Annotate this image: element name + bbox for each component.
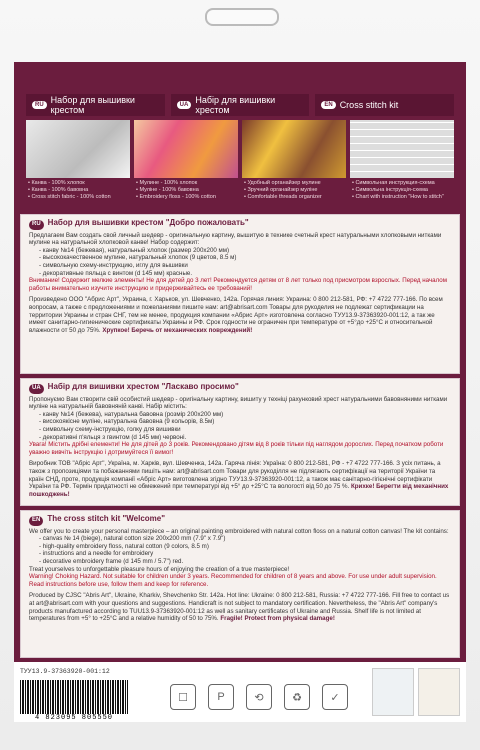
intro-text: We offer you to create your personal masterpiece – an original painting embroidered with natural cotton floss on a natural cotton canvas! The kit contains:	[29, 527, 449, 535]
list-item: - instructions and a needle for embroidery	[39, 550, 154, 558]
spec-code: ТУУ13.9-37363920-001:12	[20, 668, 110, 675]
feature-chart	[350, 180, 454, 210]
section-title: Набор для вышивки крестом "Добро пожаловать"	[47, 218, 249, 227]
certification-icons	[170, 684, 348, 710]
en-section	[20, 510, 460, 658]
hang-hole	[205, 8, 279, 26]
floss-photo	[134, 120, 238, 178]
feature-line: • Муліне - 100% бавовна	[136, 187, 199, 193]
pct-mark-icon: ⟲	[246, 684, 272, 710]
tab-label: Набір для вишивки хрестом	[195, 95, 276, 115]
trash-bin-icon: ☐	[170, 684, 196, 710]
fragile-text: Хрупкое! Беречь от механических повреждений!	[102, 326, 253, 334]
fragile-text: Fragile! Protect from physical damage!	[220, 615, 335, 623]
contents-list	[29, 535, 451, 565]
ru-section	[20, 214, 460, 374]
tab-ru	[26, 94, 165, 116]
fragile-text: Крихке! Берегти від механічних пошкоджень!	[29, 483, 449, 498]
tab-label: Набор для вышивки крестом	[50, 95, 135, 115]
list-item: - high-quality embroidery floss, natural cotton (9 colors, 8.5 m)	[39, 542, 209, 550]
feature-line: • Канва - 100% хлопок	[28, 180, 85, 186]
list-item: - високоякісне муліне, натуральна бавовна (9 кольорів, 8.5м)	[39, 418, 215, 426]
organizer-photo	[242, 120, 346, 178]
feature-line: • Cross stitch fabric - 100% cotton	[28, 194, 111, 200]
canvas-photo	[26, 120, 130, 178]
age-warning-icon: P	[208, 684, 234, 710]
barcode	[20, 680, 128, 714]
list-item: - canvas № 14 (biege), natural cotton size 200x200 mm (7.9" x 7.9")	[39, 535, 226, 543]
list-item: - декоративные пяльца с винтом (d 145 мм) красные.	[39, 269, 193, 277]
producer-text: Произведено ООО "Абрис Арт", Украина, г. Харьков, ул. Шевченко, 142а. Горячая линия: Украина: 0 800 212-581, РФ: +7 4722 777-166. По всем вопросам, а также с предложениями и пожеланиями пишите нам: art@abrisart.com Товары для рукоделия не подлежат сертификации на территории Украины и стран СНГ, тем не менее, продукция компании «Абрис Арт» изготовлена согласно ТУУ13.9-37363920-001:12, а так же имеет санитарно-гигиенические сертификаты Украины и РФ. Срок годности не ограничен при температуре от +5°до +25°С и относительной влажности от 50 до 75%.	[29, 296, 443, 334]
lang-badge: EN	[29, 516, 43, 526]
certificate-image	[418, 668, 460, 716]
feature-floss	[134, 180, 238, 210]
feature-line: • Chart with instruction "How to stitch"	[352, 194, 444, 200]
ua-section	[20, 378, 460, 506]
feature-line: • Символьна інструкція-схема	[352, 187, 428, 193]
list-item: - высококачественное мулине, натуральный хлопок (9 цветов, 8.5 м)	[39, 254, 237, 262]
feature-line: • Зручний органайзер муліне	[244, 187, 318, 193]
feature-line: • Символьная инструкция-схема	[352, 180, 435, 186]
contents-list	[29, 247, 451, 277]
quality-mark-icon: ✓	[322, 684, 348, 710]
warning-text: Внимание! Содержит мелкие элементы! Не для детей до 3 лет! Рекомендуется детям от 8 лет только под присмотром взрослых. Перед началом работы внимательно изучите инструкцию и придерживайтесь ее требований!	[29, 277, 447, 292]
feature-line: • Мулине - 100% хлопок	[136, 180, 198, 186]
chart-photo	[350, 120, 454, 178]
list-item: - декоративні п'яльця з гвинтом (d 145 мм) червоні.	[39, 433, 187, 441]
section-title: Набір для вишивки хрестом "Ласкаво просимо"	[47, 382, 239, 391]
list-item: - decorative embroidery frame (d 145 mm / 5.7") red.	[39, 557, 184, 565]
feature-canvas	[26, 180, 130, 210]
producer-text: Виробник ТОВ "Абріс Арт", Україна, м. Харків, вул. Шевченка, 142а. Гаряча лінія: Україна: 0 800 212-581, РФ - +7 4722 777-166. З усіх питань, а також з пропозиціями та побажаннями пишіть нам: art@abrisart.com Товари для рукоділля не підлягають сертифікації на території України та країн СНД, проте, продукція компанії «Абріс Арт» виготовлена згідно ТУУ13.9-37363920-001:12, а також має санітарно-гігієнічні сертифікати України та РФ. Термін придатності не обмежений при температурі від +5° до +25°С та вологості від 50 до 75 %.	[29, 460, 441, 491]
warning-text: Увага! Містить дрібні елементи! Не для дітей до 3 років. Рекомендовано дітям від 8 років тільки під наглядом дорослих. Перед початком роботи уважно вивчіть інструкцію і дотримуйтеся її вимог!	[29, 441, 444, 456]
section-title: The cross stitch kit "Welcome"	[47, 514, 166, 523]
tagline-text: Treat yourselves to unforgettable pleasure hours of enjoying the creation of a true masterpiece!	[29, 565, 290, 573]
feature-line: • Канва - 100% бавовна	[28, 187, 89, 193]
list-item: - символьну схему-інструкцію, голку для вишивки	[39, 425, 181, 433]
feature-line: • Удобный органайзер мулине	[244, 180, 321, 186]
intro-text: Пропонуємо Вам створити свій особистий шедевр - оригінальну картину, вишиту у техніці рахунковий хрест натуральними бавовняними нитками муліне на натуральній бавовняній канві. Набір містить:	[29, 395, 448, 411]
contents-list	[29, 411, 451, 441]
certificate-image	[372, 668, 414, 716]
producer-text: Produced by CJSC "Abris Art", Ukraine, Kharkiv, Shevchenko Str. 142a. Hot line: Ukraine: 0 800 212-581, Russia: +7 4722 777-166. Fill free to contact us at art@abrisart.com with your questions and suggestions. Handicraft is not subject to mandatory certification. Nevertheless, the "Abris Art" company's products manufactured according to TUU13.9-37363920-001:12 as well as sanitary certificates of Ukraine and Russia. Shelf life is not limited at temperatures from +5° to +25°C and a relative humidity of 50 to 75%.	[29, 592, 450, 623]
feature-organizer	[242, 180, 346, 210]
barcode-number: 4 823095 805550	[20, 714, 128, 722]
lang-badge: RU	[29, 220, 44, 230]
product-photos	[26, 120, 454, 178]
lang-badge: EN	[321, 101, 335, 109]
intro-text: Предлагаем Вам создать свой личный шедевр - оригинальную картину, вышитую в технике счетный крест натуральными хлопковыми нитками мулине на натуральной хлопковой канве! Набор содержит:	[29, 231, 442, 247]
lang-badge: UA	[177, 101, 192, 109]
feature-line: • Comfortable threads organizer	[244, 194, 322, 200]
feature-line: • Embroidery floss - 100% cotton	[136, 194, 216, 200]
feature-list	[26, 180, 454, 210]
lang-badge: RU	[32, 101, 47, 109]
language-tabs	[26, 94, 454, 116]
lang-badge: UA	[29, 384, 44, 394]
list-item: - канву №14 (бежевая), натуральный хлопок (размер 200х200 мм)	[39, 246, 230, 254]
tab-en	[315, 94, 454, 116]
warning-text: Warning! Choking Hazard. Not suitable for children under 3 years. Recommended for children of 8 years and above. For use under adult supervision. Read instructions before use, follow them and keep for reference.	[29, 573, 437, 588]
tab-label: Cross stitch kit	[339, 100, 399, 110]
list-item: - символьную схему-инструкцию, иглу для вышивки	[39, 261, 188, 269]
list-item: - канву №14 (бежева), натуральна бавовна (розмір 200х200 мм)	[39, 410, 224, 418]
recycle-icon: ♻	[284, 684, 310, 710]
tab-ua	[171, 94, 310, 116]
